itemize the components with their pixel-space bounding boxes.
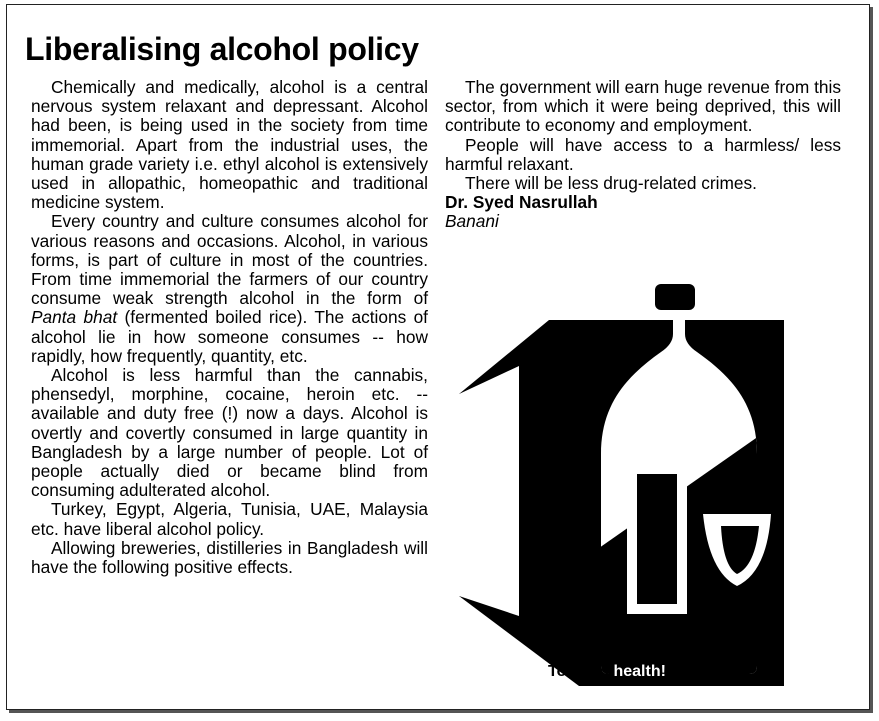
paragraph: Allowing breweries, distilleries in Bangladesh will have the following positive effects.	[31, 537, 428, 578]
paragraph: Every country and culture consumes alcohol for various reasons and occasions. Alcohol, in various forms, is part of culture in most of the countries. From time immemorial the farmers of our country consume weak strength alcohol in the form of Panta bhat (fermented boiled rice). The actions of alcohol lie in how someone consumes -- how rapidly, how frequently, quantity, etc.	[31, 211, 428, 366]
author-location: Banani	[445, 211, 499, 232]
wine-bottle-and-glass-icon	[459, 276, 784, 686]
panta-bhat-term: Panta bhat	[31, 307, 118, 328]
author-name: Dr. Syed Nasrullah	[445, 192, 598, 213]
paragraph: Turkey, Egypt, Algeria, Tunisia, UAE, Malaysia etc. have liberal alcohol policy.	[31, 499, 428, 539]
illustration-caption: Toast to health!	[548, 663, 666, 680]
paragraph: The government will earn huge revenue from this sector, from which it were being deprived, this will contribute to economy and employment.	[445, 77, 841, 136]
paragraph: People will have access to a harmless/ less harmful relaxant.	[445, 134, 841, 174]
paragraph: Alcohol is less harmful than the cannabis, phensedyl, morphine, cocaine, heroin etc. -- available and duty free (!) now a days. Alcohol is overtly and covertly consumed in large quantity in Bangladesh by a large number of people. Lot of people actually died or became blind from consuming adulterated alcohol.	[31, 365, 428, 501]
article-title: Liberalising alcohol policy	[25, 31, 419, 67]
left-column	[31, 78, 428, 577]
right-column	[445, 78, 841, 232]
paragraph: There will be less drug-related crimes.	[465, 173, 757, 194]
paragraph: Chemically and medically, alcohol is a central nervous system relaxant and depressant. Alcohol had been, is being used in the society from time immemorial. Apart from the industrial uses, the human grade variety i.e. ethyl alcohol is extensively used in allopathic, homeopathic and traditional medicine system.	[31, 77, 428, 213]
